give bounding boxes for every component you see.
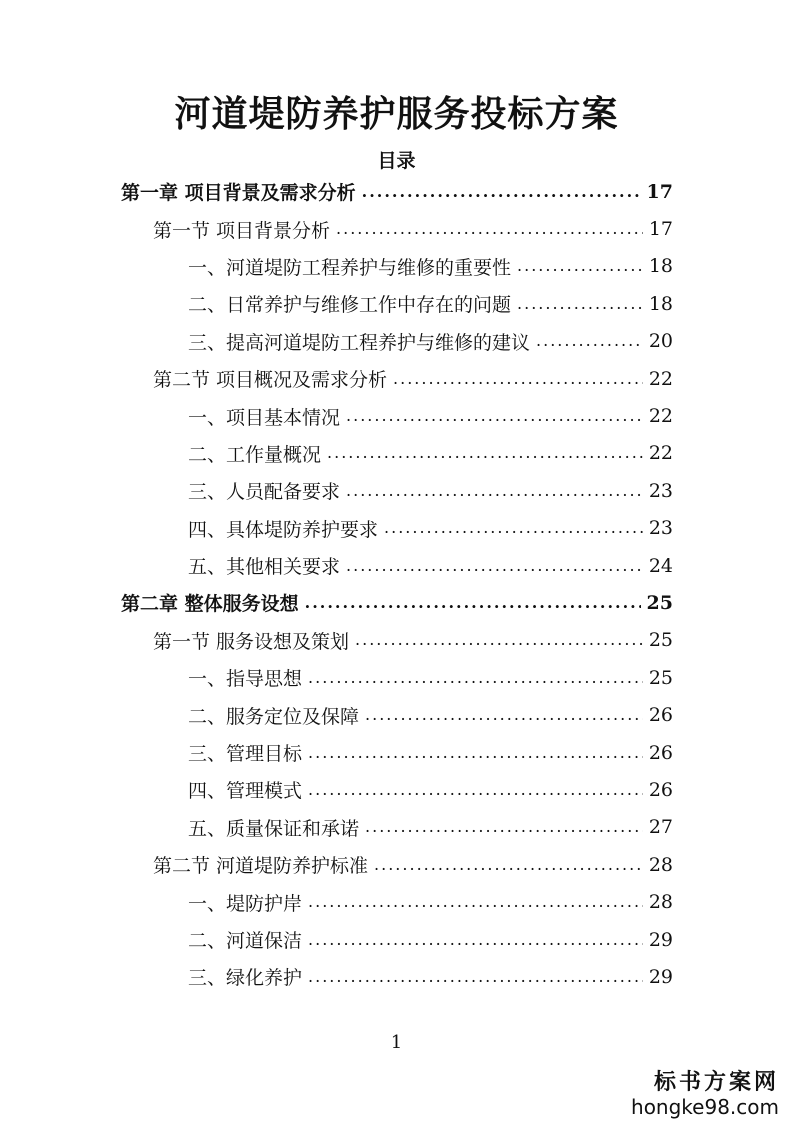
toc-entry[interactable] xyxy=(0,584,793,621)
toc-entry-text: 四、管理模式 xyxy=(188,780,303,803)
toc-entry-text: 五、质量保证和承诺 xyxy=(188,817,360,840)
toc-entry-text: 五、其他相关要求 xyxy=(188,556,341,579)
dot-leader xyxy=(346,558,643,574)
toc-entry[interactable] xyxy=(0,921,793,958)
toc-entry[interactable] xyxy=(0,248,793,285)
toc-entry-text: 三、人员配备要求 xyxy=(188,481,341,504)
dot-leader xyxy=(346,483,643,499)
dot-leader xyxy=(365,819,643,835)
toc-entry[interactable] xyxy=(0,883,793,920)
toc-page-number: 27 xyxy=(648,816,673,839)
dot-leader xyxy=(327,445,643,461)
dot-leader xyxy=(308,894,643,910)
dot-leader xyxy=(308,782,643,798)
toc-entry[interactable] xyxy=(0,397,793,434)
toc-entry[interactable] xyxy=(0,323,793,360)
toc-entry[interactable] xyxy=(0,173,793,210)
toc-page-number: 17 xyxy=(648,218,673,241)
toc-entry-text: 三、提高河道堤防工程养护与维修的建议 xyxy=(188,331,531,354)
toc-entry[interactable] xyxy=(0,958,793,995)
page-number: 1 xyxy=(390,1032,403,1053)
dot-leader xyxy=(374,857,643,873)
toc-entry-text: 一、项目基本情况 xyxy=(188,406,341,429)
dot-leader xyxy=(308,670,643,686)
toc-entry[interactable] xyxy=(0,510,793,547)
toc-entry[interactable] xyxy=(0,734,793,771)
dot-leader xyxy=(308,932,643,948)
toc-page-number: 29 xyxy=(648,965,673,988)
toc-entry-text: 二、河道保洁 xyxy=(188,930,303,952)
dot-leader xyxy=(517,258,643,274)
dot-leader xyxy=(308,969,643,985)
toc-page-number: 17 xyxy=(646,180,673,203)
toc-entry[interactable] xyxy=(0,809,793,846)
toc-heading: 目录 xyxy=(377,150,416,172)
toc-entry-text: 三、绿化养护 xyxy=(188,967,303,990)
dot-leader xyxy=(517,296,643,312)
toc-page-number: 28 xyxy=(648,853,673,876)
toc-entry[interactable] xyxy=(0,771,793,808)
toc-entry-text: 第二节 项目概况及需求分析 xyxy=(153,369,388,392)
site-watermark xyxy=(631,1070,779,1118)
toc-entry[interactable] xyxy=(0,622,793,659)
dot-leader xyxy=(305,595,641,611)
toc-entry[interactable] xyxy=(0,360,793,397)
toc-page-number: 26 xyxy=(648,778,673,801)
toc-entry-text: 第一节 项目背景分析 xyxy=(153,219,331,242)
toc-entry-text: 一、河道堤防工程养护与维修的重要性 xyxy=(188,256,512,279)
toc-entry[interactable] xyxy=(0,659,793,696)
watermark-site-name: 标书方案网 xyxy=(653,1070,779,1095)
toc-page-number: 23 xyxy=(648,479,673,502)
toc-page-number: 18 xyxy=(648,255,673,278)
toc-page-number: 26 xyxy=(648,704,673,727)
toc-page-number: 20 xyxy=(648,330,673,353)
toc-entry[interactable] xyxy=(0,696,793,733)
toc-entry-text: 四、具体堤防养护要求 xyxy=(188,518,379,541)
toc-entry[interactable] xyxy=(0,285,793,322)
watermark-url: hongke98.com xyxy=(631,1095,779,1119)
toc-page-number: 22 xyxy=(648,442,673,465)
toc-entry-text: 一、堤防护岸 xyxy=(188,892,303,915)
toc-entry-text: 二、日常养护与维修工作中存在的问题 xyxy=(188,294,512,317)
dot-leader xyxy=(355,632,643,648)
toc-page-number: 25 xyxy=(648,629,673,652)
dot-leader xyxy=(308,745,643,761)
dot-leader xyxy=(362,184,641,200)
document-title: 河道堤防养护服务投标方案 xyxy=(174,93,619,135)
toc-page-number: 18 xyxy=(648,292,673,315)
toc-entry-text: 一、指导思想 xyxy=(188,668,303,691)
dot-leader xyxy=(365,707,643,723)
toc-entry-text: 二、服务定位及保障 xyxy=(188,705,360,728)
dot-leader xyxy=(336,221,643,237)
dot-leader xyxy=(393,371,643,387)
toc-entry-text: 第一章 项目背景及需求分析 xyxy=(121,182,356,205)
toc-entry-text: 第二章 整体服务设想 xyxy=(121,593,299,616)
toc-entry-text: 二、工作量概况 xyxy=(188,443,322,466)
toc-page-number: 25 xyxy=(646,591,673,614)
dot-leader xyxy=(384,520,643,536)
dot-leader xyxy=(346,408,643,424)
toc-page-number: 23 xyxy=(648,517,673,540)
dot-leader xyxy=(536,333,643,349)
toc-entry-text: 三、管理目标 xyxy=(188,743,303,766)
table-of-contents xyxy=(0,173,793,996)
toc-page-number: 22 xyxy=(648,405,673,428)
toc-page-number: 22 xyxy=(648,367,673,390)
toc-page-number: 26 xyxy=(648,741,673,764)
toc-page-number: 29 xyxy=(648,928,673,951)
toc-entry[interactable] xyxy=(0,472,793,509)
toc-page-number: 24 xyxy=(648,554,673,577)
toc-entry[interactable] xyxy=(0,547,793,584)
toc-entry-text: 第二节 河道堤防养护标准 xyxy=(153,855,369,878)
toc-entry[interactable] xyxy=(0,846,793,883)
toc-entry-text: 第一节 服务设想及策划 xyxy=(153,630,350,653)
toc-page-number: 28 xyxy=(648,891,673,914)
toc-entry[interactable] xyxy=(0,435,793,472)
toc-entry[interactable] xyxy=(0,210,793,247)
toc-page-number: 25 xyxy=(648,666,673,689)
